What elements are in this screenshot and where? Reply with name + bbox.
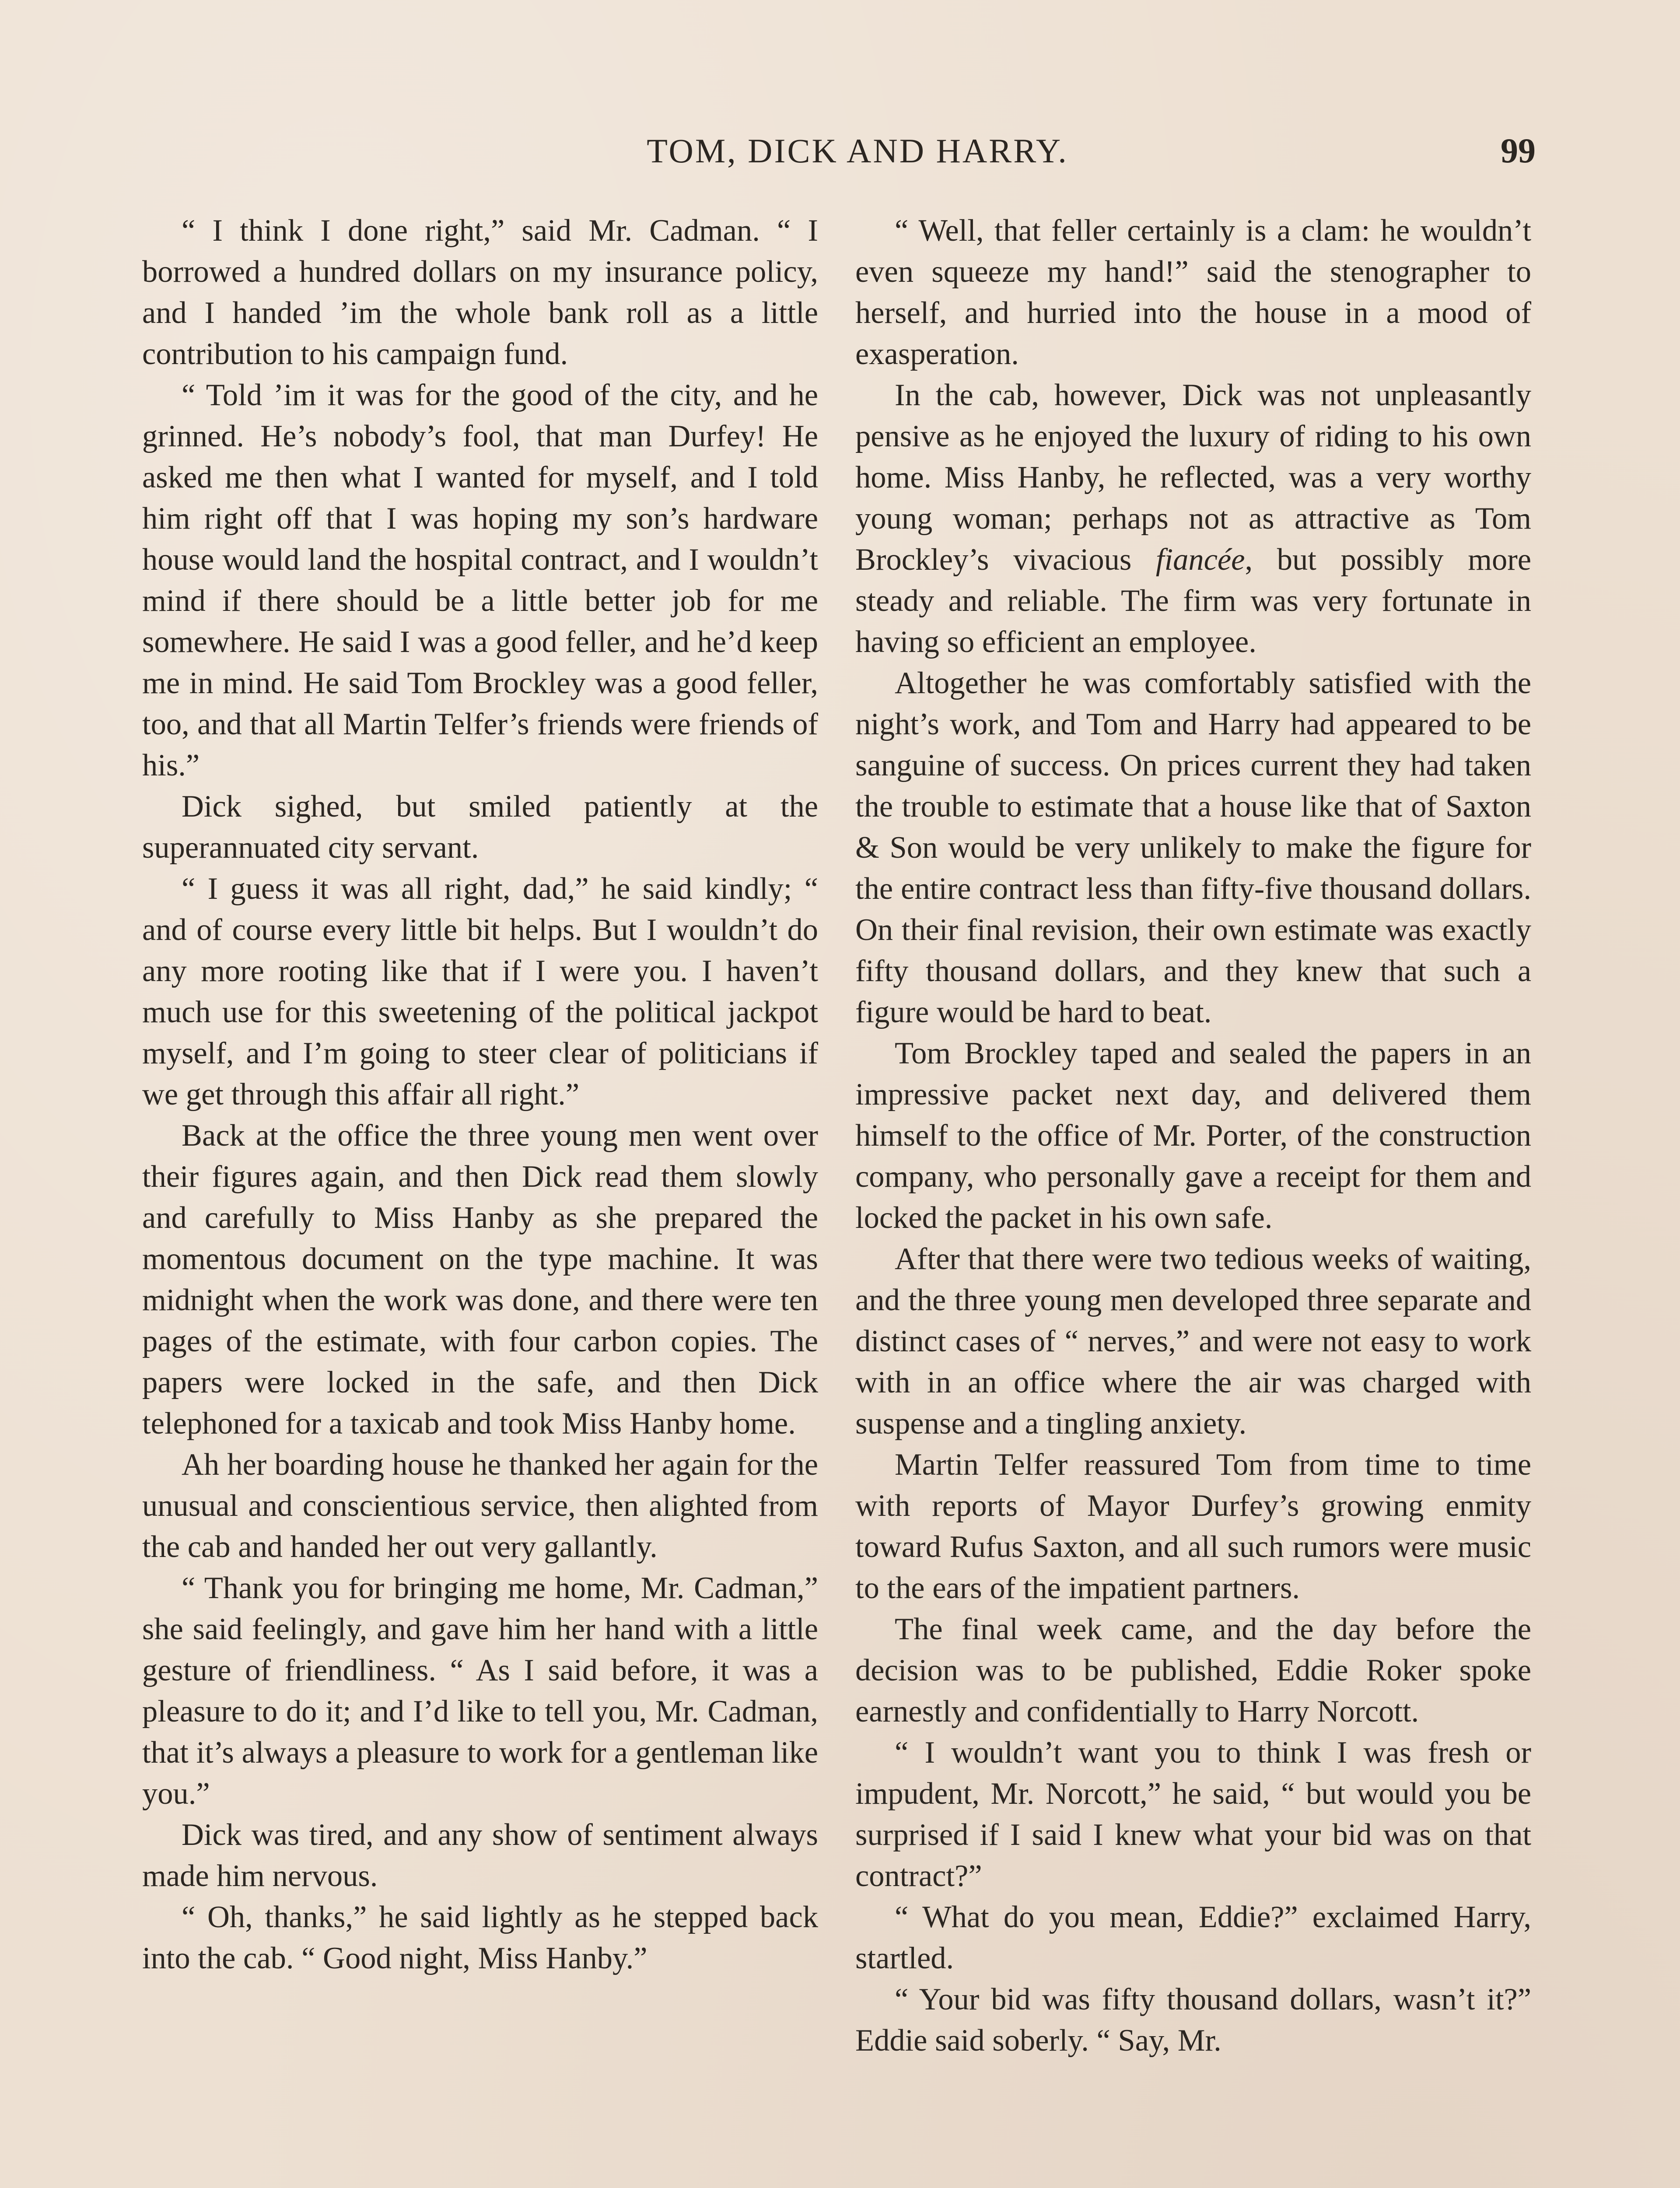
paragraph: In the cab, however, Dick was not unpleasantly pensive as he enjoyed the luxury of riding to his own home. Miss Hanby, he reflected, was a very worthy young woman; perhaps not as attractive as Tom Brockley’s vivacious fiancée, but possibly more steady and reliable. The firm was very fortunate in having so efficient an employee. bbox=[855, 378, 1531, 659]
paragraph: “ Thank you for bringing me home, Mr. Cadman,” she said feelingly, and gave him her hand with a little gesture of friendliness. “ As I said before, it was a pleasure to do it; and I’d like to tell you, Mr. Cadman, that it’s always a pleasure to work for a gentleman like you.” bbox=[142, 1571, 818, 1811]
paragraph: Dick was tired, and any show of sentiment always made him nervous. bbox=[142, 1818, 818, 1893]
paragraph: “ I wouldn’t want you to think I was fresh or impudent, Mr. Norcott,” he said, “ but would you be surprised if I said I knew what your bid was on that contract?” bbox=[855, 1736, 1531, 1893]
paragraph: “ Told ’im it was for the good of the city, and he grinned. He’s nobody’s fool, that man Durfey! He asked me then what I wanted for myself, and I told him right off that I was hoping my son’s hardware house would land the hospital contract, and I wouldn’t mind if there should be a little better job for me somewhere. He said I was a good feller, and he’d keep me in mind. He said Tom Brockley was a good feller, too, and that all Martin Telfer’s friends were friends of his.” bbox=[142, 378, 818, 782]
paragraph: “ I guess it was all right, dad,” he said kindly; “ and of course every little bit helps. But I wouldn’t do any more rooting like that if I were you. I haven’t much use for this sweetening of the political jackpot myself, and I’m going to steer clear of politicians if we get through this affair all right.” bbox=[142, 872, 818, 1112]
running-title: TOM, DICK AND HARRY. bbox=[647, 132, 1068, 170]
left-text-column bbox=[142, 210, 818, 1979]
paragraph: Altogether he was comfortably satisfied with the night’s work, and Tom and Harry had appeared to be sanguine of success. On prices current they had taken the trouble to estimate that a house like that of Saxton & Son would be very unlikely to make the figure for the entire contract less than fifty-five thousand dollars. On their final revision, their own estimate was exactly fifty thousand dollars, and they knew that such a figure would be hard to beat. bbox=[855, 666, 1531, 1029]
page-number: 99 bbox=[1501, 132, 1536, 170]
paragraph: “ I think I done right,” said Mr. Cadman. “ I borrowed a hundred dollars on my insurance policy, and I handed ’im the whole bank roll as a little contribution to his campaign fund. bbox=[142, 214, 818, 371]
paragraph: Martin Telfer reassured Tom from time to time with reports of Mayor Durfey’s growing enmity toward Rufus Saxton, and all such rumors were music to the ears of the impatient partners. bbox=[855, 1448, 1531, 1605]
paragraph: After that there were two tedious weeks of waiting, and the three young men developed three separate and distinct cases of “ nerves,” and were not easy to work with in an office where the air was charged with suspense and a tingling anxiety. bbox=[855, 1242, 1531, 1441]
paragraph: Dick sighed, but smiled patiently at the superannuated city servant. bbox=[142, 789, 818, 865]
paragraph: “ Well, that feller certainly is a clam: he wouldn’t even squeeze my hand!” said the stenographer to herself, and hurried into the house in a mood of exasperation. bbox=[855, 214, 1531, 371]
paragraph: Tom Brockley taped and sealed the papers in an impressive packet next day, and delivered them himself to the office of Mr. Porter, of the construction company, who personally gave a receipt for them and locked the packet in his own safe. bbox=[855, 1036, 1531, 1235]
paragraph: “ Your bid was fifty thousand dollars, wasn’t it?” Eddie said soberly. “ Say, Mr. bbox=[855, 1982, 1531, 2058]
paragraph: “ What do you mean, Eddie?” exclaimed Harry, startled. bbox=[855, 1900, 1531, 1975]
paragraph: “ Oh, thanks,” he said lightly as he stepped back into the cab. “ Good night, Miss Hanby.” bbox=[142, 1900, 818, 1975]
right-text-column bbox=[855, 210, 1531, 2061]
paragraph: Back at the office the three young men went over their figures again, and then Dick read them slowly and carefully to Miss Hanby as she prepared the momentous document on the type machine. It was midnight when the work was done, and there were ten pages of the estimate, with four carbon copies. The papers were locked in the safe, and then Dick telephoned for a taxicab and took Miss Hanby home. bbox=[142, 1119, 818, 1441]
paragraph: Ah her boarding house he thanked her again for the unusual and conscientious service, then alighted from the cab and handed her out very gallantly. bbox=[142, 1448, 818, 1564]
paragraph: The final week came, and the day before the decision was to be published, Eddie Roker spoke earnestly and confidentially to Harry Norcott. bbox=[855, 1612, 1531, 1729]
